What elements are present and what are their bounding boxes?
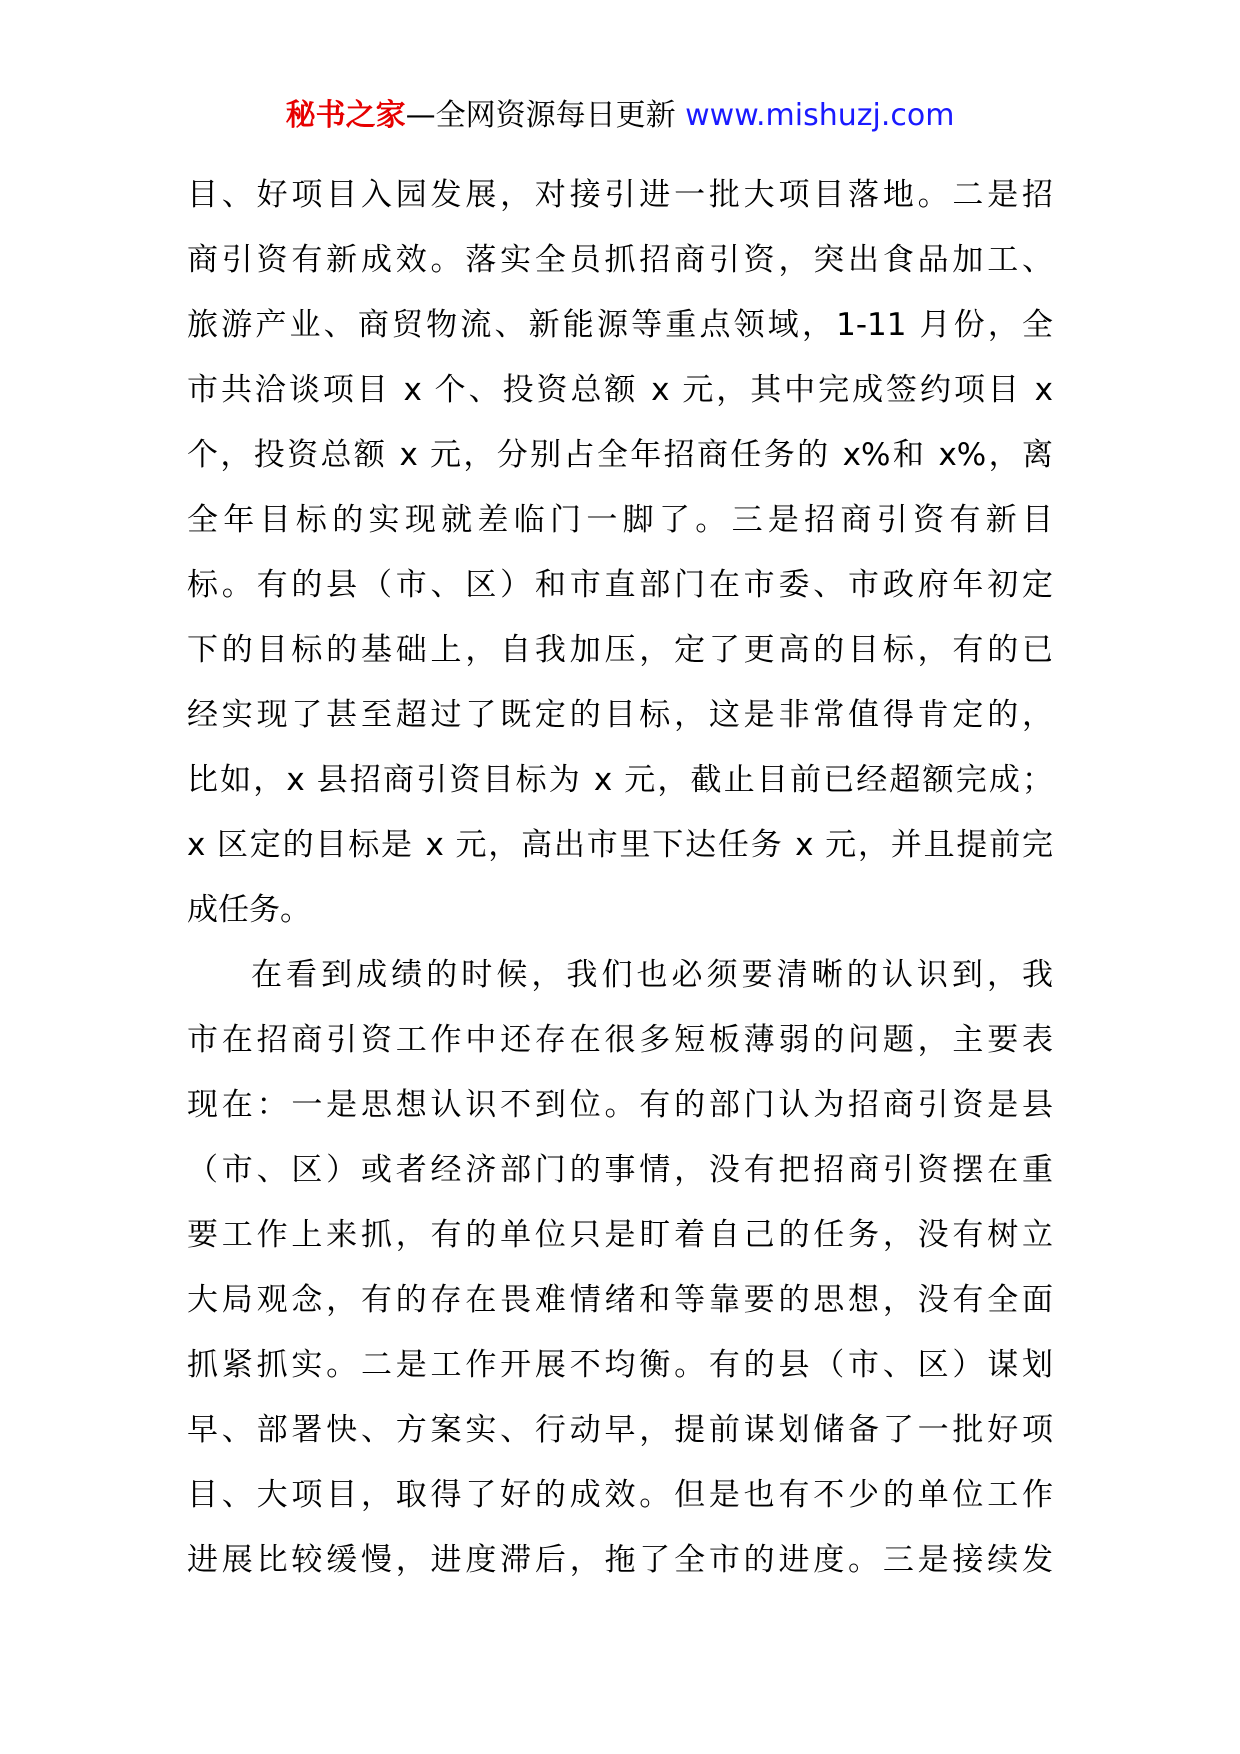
text-line: 抓紧抓实。二是工作开展不均衡。有的县（市、区）谋划 [187,1347,1053,1383]
text-line: 市在招商引资工作中还存在很多短板薄弱的问题，主要表 [187,1022,1053,1058]
text-line: 现在：一是思想认识不到位。有的部门认为招商引资是县 [187,1087,1053,1123]
brand-name: 秘书之家 [285,98,406,133]
text-line: 旅游产业、商贸物流、新能源等重点领域，1-11 月份，全 [187,307,1053,343]
text-line: 标。有的县（市、区）和市直部门在市委、市政府年初定 [187,567,1053,603]
text-line: 要工作上来抓，有的单位只是盯着自己的任务，没有树立 [187,1217,1053,1253]
text-line: 进展比较缓慢，进度滞后，拖了全市的进度。三是接续发 [187,1542,1053,1578]
text-line: 大局观念，有的存在畏难情绪和等靠要的思想，没有全面 [187,1282,1053,1318]
text-line: 目、好项目入园发展，对接引进一批大项目落地。二是招 [187,177,1053,213]
text-line: 经实现了甚至超过了既定的目标，这是非常值得肯定的， [187,697,1053,733]
site-url-link[interactable]: www.mishuzj.com [685,98,955,133]
text-line: 目、大项目，取得了好的成效。但是也有不少的单位工作 [187,1477,1053,1513]
text-line: 比如，x 县招商引资目标为 x 元，截止目前已经超额完成； [187,762,1053,798]
text-line: 早、部署快、方案实、行动早，提前谋划储备了一批好项 [187,1412,1053,1448]
text-line: 商引资有新成效。落实全员抓招商引资，突出食品加工、 [187,242,1053,278]
header-tagline: —全网资源每日更新 [405,98,676,133]
text-line: x 区定的目标是 x 元，高出市里下达任务 x 元，并且提前完 [187,827,1053,863]
paragraph-start-line: 在看到成绩的时候，我们也必须要清晰的认识到，我 [251,957,1053,993]
text-line: 个，投资总额 x 元，分别占全年招商任务的 x%和 x%，离 [187,437,1053,473]
document-body [187,163,1053,1593]
text-line: （市、区）或者经济部门的事情，没有把招商引资摆在重 [187,1152,1053,1188]
paragraph-end-line: 成任务。 [187,892,311,928]
text-line: 市共洽谈项目 x 个、投资总额 x 元，其中完成签约项目 x [187,372,1053,408]
text-line: 全年目标的实现就差临门一脚了。三是招商引资有新目 [187,502,1053,538]
text-line: 下的目标的基础上，自我加压，定了更高的目标，有的已 [187,632,1053,668]
page-header [0,96,1240,136]
